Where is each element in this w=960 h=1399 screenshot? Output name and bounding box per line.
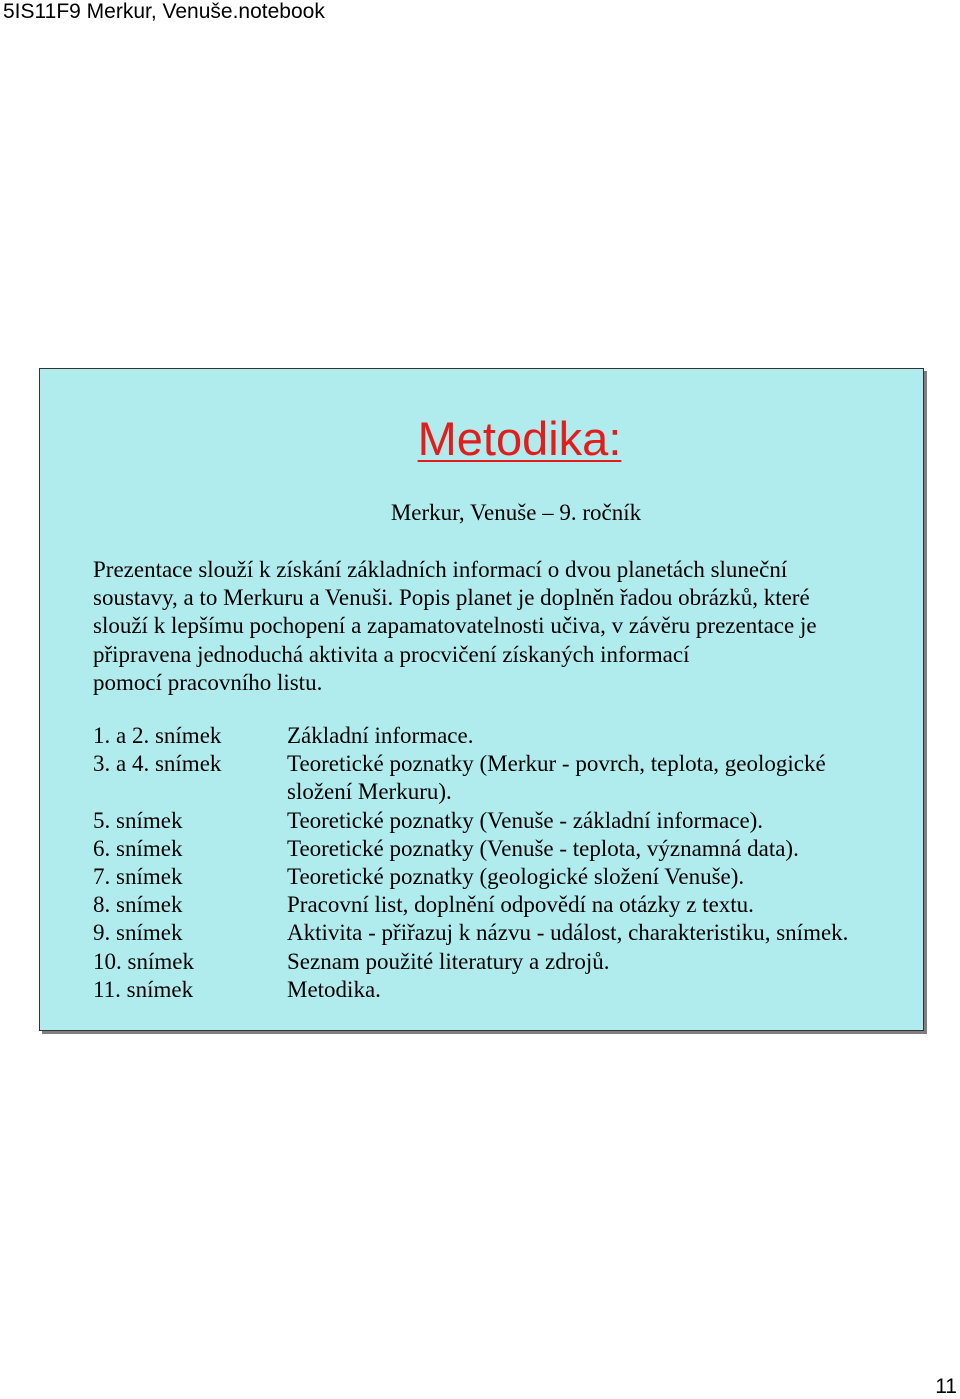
list-item xyxy=(93,807,923,835)
list-item-label: 3. a 4. snímek xyxy=(93,751,222,777)
list-item xyxy=(93,976,923,1004)
list-item-description xyxy=(287,835,923,863)
list-item-description xyxy=(287,948,923,976)
slide-title-text: Metodika: xyxy=(417,412,622,465)
list-item xyxy=(93,835,923,863)
list-item xyxy=(93,722,923,750)
slide-subtitle-text: Merkur, Venuše – 9. ročník xyxy=(390,500,642,525)
list-item xyxy=(93,750,923,806)
list-item-line: Metodika. xyxy=(287,976,381,1002)
intro-line: slouží k lepšímu pochopení a zapamatovatelnosti učiva, v závěru prezentace je xyxy=(93,613,817,639)
slide-list xyxy=(93,722,923,1004)
list-item xyxy=(93,891,923,919)
list-item-label: 7. snímek xyxy=(93,864,183,890)
list-item-label: 8. snímek xyxy=(93,892,183,918)
list-item-label: 10. snímek xyxy=(93,948,194,974)
list-item-label: 9. snímek xyxy=(93,920,183,946)
document-title: 5IS11F9 Merkur, Venuše.notebook xyxy=(3,0,325,23)
list-item-line: Pracovní list, doplnění odpovědí na otázky z textu. xyxy=(287,892,754,918)
list-item-description xyxy=(287,750,923,806)
list-item xyxy=(93,948,923,976)
intro-paragraph xyxy=(93,556,903,697)
list-item-description xyxy=(287,891,923,919)
list-item-label: 11. snímek xyxy=(93,976,194,1002)
list-item-description xyxy=(287,863,923,891)
intro-line: Prezentace slouží k získání základních informací o dvou planetách sluneční xyxy=(93,557,788,582)
list-item-line: Teoretické poznatky (Merkur - povrch, teplota, geologické xyxy=(287,751,826,777)
list-item-line: složení Merkuru). xyxy=(287,779,452,805)
list-item-line: Aktivita - přiřazuj k názvu - událost, charakteristiku, snímek. xyxy=(287,920,849,946)
list-item-description xyxy=(287,722,923,750)
slide-title xyxy=(40,412,923,466)
intro-line: pomocí pracovního listu. xyxy=(93,669,323,695)
list-item-line: Základní informace. xyxy=(287,723,474,748)
list-item-line: Teoretické poznatky (Venuše - teplota, významná data). xyxy=(287,835,799,861)
list-item xyxy=(93,919,923,947)
list-item-label: 1. a 2. snímek xyxy=(93,723,222,748)
list-item xyxy=(93,863,923,891)
list-item-label: 6. snímek xyxy=(93,835,183,861)
slide-card xyxy=(39,368,924,1031)
list-item-description xyxy=(287,976,923,1004)
list-item-line: Teoretické poznatky (geologické složení Venuše). xyxy=(287,864,745,890)
intro-line: připravena jednoduchá aktivita a procvičení získaných informací xyxy=(93,641,690,667)
list-item-line: Teoretické poznatky (Venuše - základní informace). xyxy=(287,807,764,833)
list-item-label: 5. snímek xyxy=(93,807,183,833)
intro-line: soustavy, a to Merkuru a Venuši. Popis planet je doplněn řadou obrázků, které xyxy=(93,585,810,611)
list-item-line: Seznam použité literatury a zdrojů. xyxy=(287,948,610,974)
page-number: 11 xyxy=(935,1375,957,1398)
list-item-description xyxy=(287,919,923,947)
list-item-description xyxy=(287,807,923,835)
slide-subtitle xyxy=(40,499,923,527)
